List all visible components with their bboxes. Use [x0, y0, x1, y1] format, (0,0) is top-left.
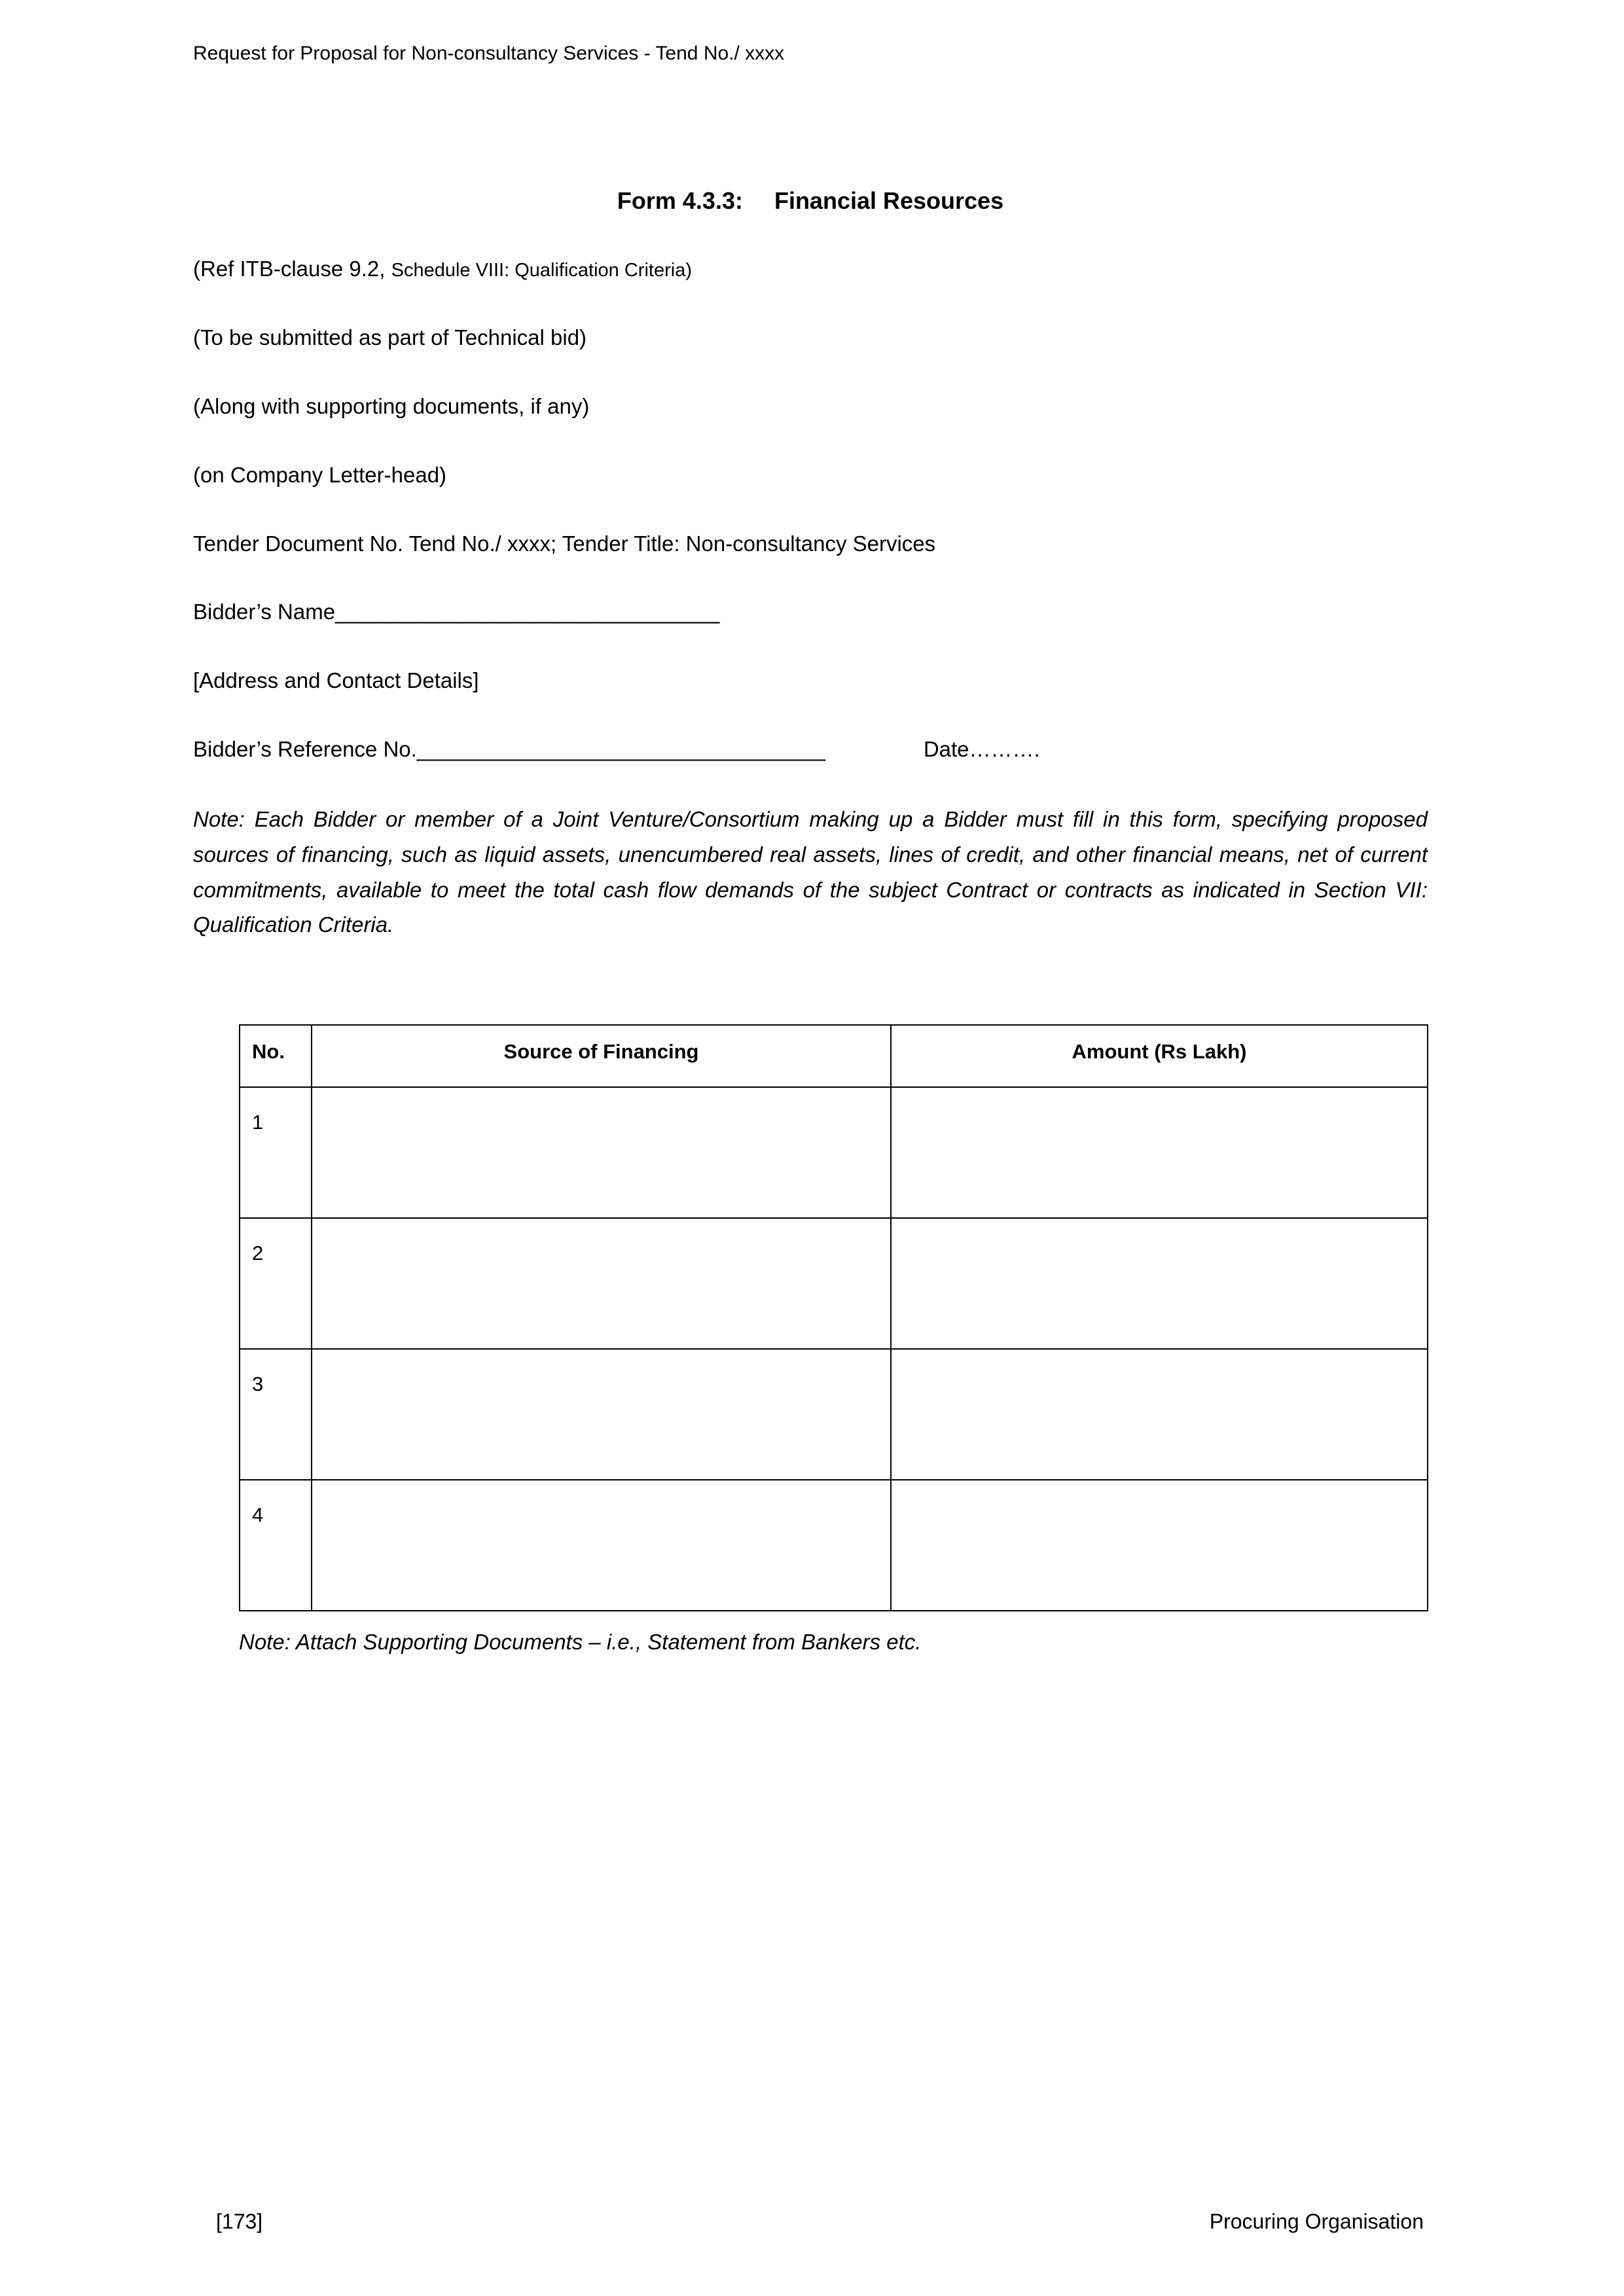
submission-line: (To be submitted as part of Technical bid) — [193, 325, 587, 350]
row-number-cell: 2 — [240, 1218, 312, 1349]
table-row — [240, 1218, 1428, 1349]
header-cell-no: No. — [240, 1025, 312, 1087]
amount-cell — [891, 1480, 1428, 1611]
amount-cell — [891, 1349, 1428, 1480]
date-field: Date………. — [923, 737, 1040, 762]
ref-clause-line — [193, 255, 1428, 283]
form-name: Financial Resources — [774, 187, 1004, 214]
address-contact-line: [Address and Contact Details] — [193, 668, 479, 693]
ref-clause-schedule: Schedule VIII: Qualification Criteria) — [391, 260, 692, 281]
header-cell-amount: Amount (Rs Lakh) — [891, 1025, 1428, 1087]
procuring-organisation-label: Procuring Organisation — [1209, 2210, 1424, 2233]
ref-clause-main: (Ref ITB-clause 9.2, — [193, 257, 391, 281]
row-number-cell: 3 — [240, 1349, 312, 1480]
table-row — [240, 1087, 1428, 1218]
instruction-note: Note: Each Bidder or member of a Joint Venture/Consortium making up a Bidder must fill in this form, specifying proposed sources of financing, such as liquid assets, unencumbered real assets, lines of credit, and other financial means, net of current commitments, available to meet the total cash flow demands of the subject Contract or contracts as indicated in Section VII: Qualification Criteria. — [193, 807, 1428, 937]
amount-cell — [891, 1218, 1428, 1349]
form-title — [193, 187, 1428, 215]
source-of-financing-cell — [312, 1218, 891, 1349]
row-number-cell: 1 — [240, 1087, 312, 1218]
source-of-financing-cell — [312, 1480, 891, 1611]
running-header: Request for Proposal for Non-consultancy Services - Tend No./ xxxx — [193, 43, 785, 64]
page-number: [173] — [216, 2210, 263, 2233]
page-footer — [216, 2210, 1424, 2234]
form-number: Form 4.3.3: — [617, 187, 743, 214]
bidder-reference-line — [193, 736, 1428, 764]
table-header-row — [240, 1025, 1428, 1087]
bidder-reference-field: Bidder’s Reference No.__________________________________ — [193, 737, 825, 762]
source-of-financing-cell — [312, 1087, 891, 1218]
financial-resources-table — [239, 1024, 1428, 1611]
letterhead-line: (on Company Letter-head) — [193, 462, 447, 487]
supporting-documents-line: (Along with supporting documents, if any) — [193, 393, 590, 418]
tender-document-line: Tender Document No. Tend No./ xxxx; Tender Title: Non-consultancy Services — [193, 531, 936, 556]
attach-documents-note: Note: Attach Supporting Documents – i.e., Statement from Bankers etc. — [239, 1630, 922, 1655]
row-number-cell: 4 — [240, 1480, 312, 1611]
source-of-financing-cell — [312, 1349, 891, 1480]
amount-cell — [891, 1087, 1428, 1218]
bidder-name-field: Bidder’s Name________________________________ — [193, 600, 720, 624]
header-cell-source: Source of Financing — [312, 1025, 891, 1087]
table-row — [240, 1349, 1428, 1480]
table-row — [240, 1480, 1428, 1611]
